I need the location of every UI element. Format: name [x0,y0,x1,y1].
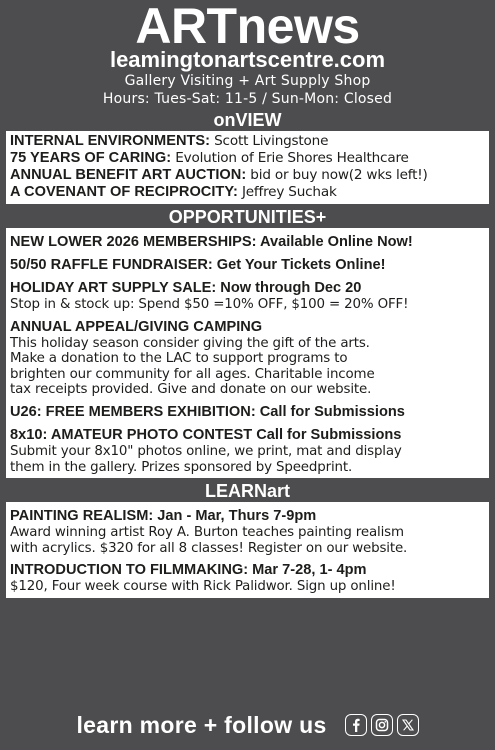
opportunities-heading: OPPORTUNITIES+ [168,207,327,227]
opportunity-text: Make a donation to the LAC to support programs to [10,351,348,367]
opportunity-text: tax receipts provided. Give and donate on our website. [10,382,372,398]
instagram-icon[interactable] [371,714,393,736]
masthead [0,0,495,108]
opportunity-text: them in the gallery. Prizes sponsored by Speedprint. [10,459,353,475]
learnart-panel [6,502,489,598]
onview-row-title: 75 YEARS OF CARING: [10,150,172,166]
opportunity-item [10,318,485,398]
opportunities-panel [6,228,489,478]
opportunity-text: This holiday season consider giving the gift of the arts. [10,335,370,351]
onview-row-title: INTERNAL ENVIRONMENTS: [10,133,210,149]
opportunity-item [10,233,485,251]
onview-row [10,167,485,184]
masthead-title: ARTnews [135,0,360,54]
class-text: $120, Four week course with Rick Palidwor. Sign up online! [10,579,396,595]
class-title: PAINTING REALISM: Jan - Mar, Thurs 7-9pm [10,508,317,525]
footer-text: learn more + follow us [76,711,327,738]
class-item [10,507,485,556]
onview-row-title: A COVENANT OF RECIPROCITY: [10,184,238,200]
website-url[interactable]: leamingtonartscentre.com [109,47,386,72]
opportunity-item [10,279,485,313]
footer-bar [6,706,489,744]
learnart-heading: LEARNart [204,481,290,502]
onview-row-title: ANNUAL BENEFIT ART AUCTION: [10,167,247,183]
onview-row [10,150,485,167]
opportunity-title: HOLIDAY ART SUPPLY SALE: Now through Dec 20 [10,280,362,296]
facebook-icon[interactable] [345,714,367,736]
opportunity-item [10,403,485,421]
opportunity-item [10,426,485,475]
opportunity-item [10,256,485,274]
onview-heading: onVIEW [213,110,282,130]
class-item [10,561,485,595]
onview-row-text: Jeffrey Suchak [237,184,337,200]
tagline: Gallery Visiting + Art Supply Shop [124,73,371,89]
opportunity-title: NEW LOWER 2026 MEMBERSHIPS: Available Online Now! [10,234,413,250]
class-text: with acrylics. $320 for all 8 classes! Register on our website. [10,540,408,556]
onview-row [10,133,485,150]
opportunity-title: ANNUAL APPEAL/GIVING CAMPING [10,318,263,335]
onview-row-text: Evolution of Erie Shores Healthcare [171,150,409,166]
onview-row [10,184,485,201]
class-title: INTRODUCTION TO FILMMAKING: Mar 7-28, 1- 4pm [10,562,367,579]
onview-row-text: bid or buy now(2 wks left!) [246,167,428,183]
opportunity-title: U26: FREE MEMBERS EXHIBITION: Call for Submissions [10,403,405,420]
onview-row-text: Scott Livingstone [210,133,329,149]
onview-panel [6,131,489,204]
opportunity-text: Submit your 8x10" photos online, we print, mat and display [10,443,402,459]
opportunity-title: 8x10: AMATEUR PHOTO CONTEST Call for Submissions [10,426,402,443]
class-text: Award winning artist Roy A. Burton teaches painting realism [10,525,404,541]
opportunity-title: 50/50 RAFFLE FUNDRAISER: Get Your Tickets Online! [10,257,386,273]
opportunity-text: brighten our community for all ages. Charitable income [10,366,375,382]
opportunity-text: Stop in & stock up: Spend $50 =10% OFF, $100 = 20% OFF! [10,297,409,312]
x-icon[interactable] [397,714,419,736]
hours: Hours: Tues-Sat: 11-5 / Sun-Mon: Closed [102,91,393,107]
